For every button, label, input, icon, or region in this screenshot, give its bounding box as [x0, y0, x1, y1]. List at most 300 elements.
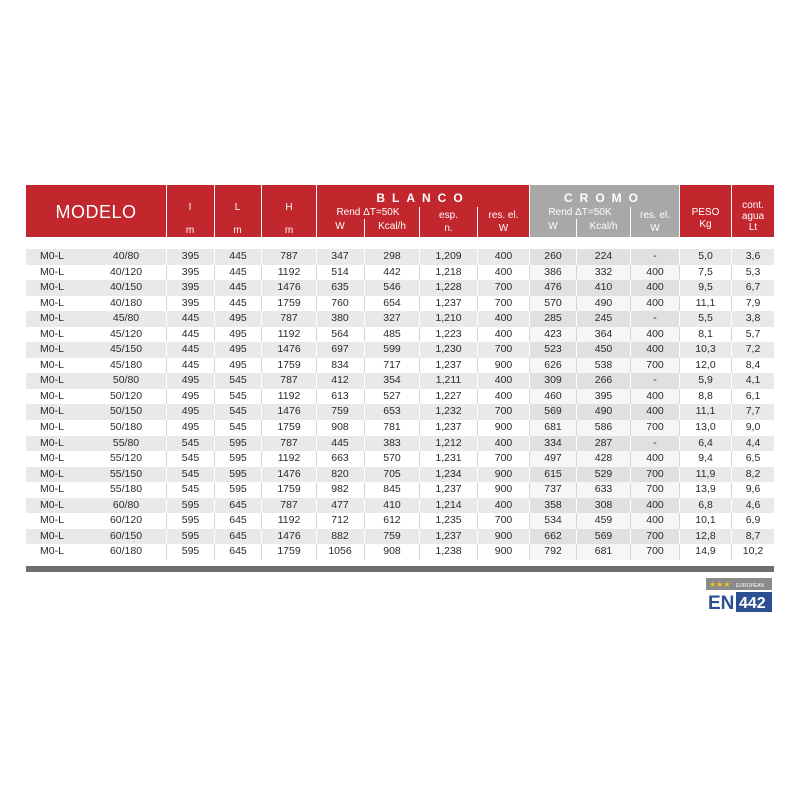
table-row — [26, 296, 774, 312]
cell-h: 1759 — [277, 483, 301, 496]
cell-i: 495 — [181, 421, 200, 434]
cell-blanco-res: 700 — [494, 514, 513, 527]
cell-esp: 1,237 — [435, 529, 462, 542]
cell-blanco-w: 712 — [331, 514, 349, 527]
table-row — [26, 249, 774, 265]
cell-size: 50/180 — [109, 421, 143, 434]
cell-blanco-res: 400 — [494, 312, 513, 325]
cell-h: 787 — [280, 374, 298, 387]
cell-l: 495 — [229, 312, 247, 325]
cell-blanco-kcal: 717 — [383, 358, 401, 371]
cell-cromo-res: 400 — [646, 281, 664, 294]
cell-cromo-res: - — [653, 312, 657, 325]
l-unit: m — [233, 225, 242, 236]
cell-i: 545 — [181, 452, 200, 465]
table-row — [26, 467, 774, 483]
cell-blanco-kcal: 442 — [383, 265, 401, 278]
cell-cromo-res: 400 — [646, 265, 664, 278]
cell-blanco-kcal: 654 — [383, 296, 401, 309]
cell-size: 45/80 — [112, 312, 140, 325]
cell-blanco-res: 400 — [494, 265, 513, 278]
cell-cont: 5,7 — [745, 327, 761, 340]
cell-blanco-kcal: 485 — [383, 327, 401, 340]
cell-cromo-kcal: 450 — [594, 343, 613, 356]
cell-size: 60/150 — [109, 529, 143, 542]
cell-esp: 1,230 — [435, 343, 462, 356]
cell-blanco-res: 400 — [494, 436, 513, 449]
cell-h: 1759 — [277, 421, 301, 434]
cromo-res-header — [631, 185, 679, 237]
cell-cromo-kcal: 224 — [594, 250, 613, 262]
h-unit: m — [284, 225, 294, 236]
cell-esp: 1,209 — [435, 250, 462, 262]
cell-l: 445 — [229, 250, 247, 262]
cell-cromo-kcal: 428 — [594, 452, 613, 465]
cell-blanco-res: 400 — [494, 498, 513, 511]
cell-cromo-w: 334 — [544, 436, 562, 449]
cell-cromo-res: - — [653, 250, 657, 262]
cell-cromo-res: 700 — [646, 545, 664, 558]
cell-size: 40/120 — [109, 265, 143, 278]
cell-blanco-kcal: 908 — [383, 545, 401, 558]
cell-blanco-res: 700 — [494, 452, 513, 465]
cell-peso: 9,5 — [698, 281, 713, 294]
peso-unit: Kg — [699, 219, 712, 230]
cell-cromo-res: 400 — [646, 343, 664, 356]
cell-h: 1759 — [277, 296, 301, 309]
cell-cromo-kcal: 332 — [594, 265, 613, 278]
cell-esp: 1,237 — [435, 296, 462, 309]
cell-esp: 1,231 — [435, 452, 462, 465]
cell-blanco-w: 380 — [331, 312, 349, 325]
cell-blanco-w: 514 — [331, 265, 349, 278]
cell-blanco-res: 700 — [494, 296, 513, 309]
cromo-res-label: res. el. — [639, 210, 670, 221]
cell-size: 50/150 — [109, 405, 143, 418]
cell-blanco-kcal: 527 — [383, 389, 401, 402]
cell-cromo-w: 386 — [544, 265, 562, 278]
cell-peso: 12,0 — [695, 358, 716, 371]
cell-blanco-w: 635 — [331, 281, 349, 294]
table-row — [26, 498, 774, 514]
cell-size: 50/120 — [109, 389, 143, 402]
cell-blanco-w: 564 — [331, 327, 349, 340]
cell-blanco-w: 613 — [331, 389, 349, 402]
cell-cromo-kcal: 395 — [594, 389, 613, 402]
badge-number: 442 — [739, 595, 766, 612]
cell-blanco-kcal: 653 — [383, 405, 401, 418]
cell-cromo-w: 662 — [544, 529, 562, 542]
cell-blanco-kcal: 612 — [383, 514, 401, 527]
cell-cromo-w: 285 — [544, 312, 562, 325]
cell-i: 495 — [181, 389, 200, 402]
table-row — [26, 280, 774, 296]
cell-esp: 1,227 — [435, 389, 462, 402]
cell-h: 1759 — [277, 358, 301, 371]
cell-cromo-kcal: 490 — [594, 405, 613, 418]
cell-peso: 5,0 — [698, 250, 713, 262]
table-row — [26, 404, 774, 420]
cell-peso: 11,1 — [695, 405, 716, 418]
cell-cont: 4,4 — [745, 436, 761, 449]
cell-cromo-w: 615 — [544, 467, 562, 480]
l-label: L — [234, 202, 241, 213]
cell-i: 595 — [181, 498, 200, 511]
cell-peso: 13,0 — [695, 421, 716, 434]
cromo-kcal-unit: Kcal/h — [589, 221, 618, 232]
blanco-kcal-unit: Kcal/h — [378, 221, 406, 232]
cell-blanco-w: 760 — [331, 296, 349, 309]
cell-blanco-kcal: 410 — [383, 498, 401, 511]
cell-model: M0-L — [40, 483, 64, 496]
cell-i: 545 — [181, 467, 200, 480]
cell-cromo-w: 681 — [544, 421, 562, 434]
cell-size: 45/150 — [109, 343, 143, 356]
cell-cromo-w: 497 — [544, 452, 562, 465]
res-unit: W — [498, 223, 509, 234]
cell-size: 50/80 — [112, 374, 140, 387]
i-label: I — [188, 202, 192, 213]
cell-i: 595 — [181, 529, 200, 542]
cell-cromo-w: 523 — [544, 343, 562, 356]
cell-model: M0-L — [40, 327, 64, 340]
cell-cont: 6,7 — [745, 281, 761, 294]
blanco-kcal-header — [365, 185, 419, 237]
cell-l: 595 — [229, 436, 247, 449]
cell-cont: 7,7 — [745, 405, 761, 418]
cell-peso: 9,4 — [698, 452, 713, 465]
cell-blanco-res: 900 — [494, 545, 513, 558]
i-header — [167, 185, 213, 237]
cromo-kcal-header — [577, 185, 630, 237]
cell-i: 495 — [181, 405, 200, 418]
cell-blanco-res: 900 — [494, 421, 513, 434]
cell-h: 787 — [280, 312, 298, 325]
cell-h: 1476 — [277, 529, 301, 542]
cell-esp: 1,235 — [435, 514, 462, 527]
cell-peso: 8,1 — [698, 327, 713, 340]
cell-cromo-kcal: 569 — [594, 529, 613, 542]
cell-i: 445 — [181, 343, 200, 356]
esp-header — [420, 185, 477, 237]
cell-blanco-w: 697 — [331, 343, 349, 356]
cell-size: 60/80 — [112, 498, 140, 511]
badge-en-text: EN — [708, 593, 735, 614]
cell-h: 1192 — [277, 389, 301, 402]
cell-h: 787 — [280, 250, 298, 262]
cell-l: 595 — [229, 452, 247, 465]
cell-cont: 4,1 — [745, 374, 761, 387]
cell-peso: 6,8 — [698, 498, 713, 511]
cell-blanco-w: 347 — [331, 250, 349, 262]
cell-h: 1476 — [277, 343, 301, 356]
cell-blanco-w: 882 — [331, 529, 349, 542]
cell-blanco-kcal: 383 — [383, 436, 401, 449]
cell-peso: 11,1 — [695, 296, 716, 309]
cell-i: 395 — [181, 265, 200, 278]
cell-size: 55/120 — [109, 452, 143, 465]
cell-cromo-kcal: 266 — [594, 374, 613, 387]
cell-blanco-res: 700 — [494, 343, 513, 356]
cell-peso: 7,5 — [698, 265, 713, 278]
cell-cromo-kcal: 308 — [594, 498, 613, 511]
cell-cont: 5,3 — [745, 265, 761, 278]
cell-i: 595 — [181, 514, 200, 527]
cell-i: 545 — [181, 483, 200, 496]
cell-l: 645 — [229, 545, 247, 558]
cell-l: 445 — [229, 281, 247, 294]
cell-peso: 10,3 — [695, 343, 716, 356]
cromo-w-unit: W — [548, 221, 558, 232]
cell-model: M0-L — [40, 529, 64, 542]
table-header — [26, 185, 774, 237]
cell-size: 40/80 — [112, 250, 140, 262]
table-row — [26, 265, 774, 281]
cell-cromo-kcal: 633 — [594, 483, 613, 496]
cell-i: 445 — [181, 358, 200, 371]
cell-blanco-res: 400 — [494, 327, 513, 340]
cell-peso: 5,9 — [698, 374, 713, 387]
cell-size: 55/80 — [112, 436, 140, 449]
cell-blanco-res: 900 — [494, 483, 513, 496]
cell-cromo-res: 400 — [646, 452, 664, 465]
cell-cont: 7,2 — [745, 343, 761, 356]
cell-cromo-kcal: 681 — [594, 545, 613, 558]
table-row — [26, 358, 774, 374]
l-header — [215, 185, 260, 237]
cell-cont: 8,2 — [745, 467, 761, 480]
cell-blanco-w: 412 — [331, 374, 349, 387]
cell-cromo-w: 358 — [544, 498, 562, 511]
cell-cromo-w: 569 — [544, 405, 562, 418]
cell-l: 545 — [229, 421, 247, 434]
cell-blanco-kcal: 599 — [383, 343, 401, 356]
table-bottom-bar — [26, 566, 774, 572]
cell-cromo-w: 737 — [544, 483, 562, 496]
cell-cromo-res: - — [653, 436, 657, 449]
cell-esp: 1,212 — [435, 436, 462, 449]
cell-esp: 1,211 — [435, 374, 462, 387]
cell-cromo-kcal: 586 — [594, 421, 613, 434]
cell-size: 45/120 — [109, 327, 143, 340]
cell-h: 1192 — [277, 327, 301, 340]
cell-model: M0-L — [40, 514, 64, 527]
cell-cont: 6,9 — [745, 514, 761, 527]
blanco-title: BLANCO — [376, 191, 470, 205]
cell-blanco-kcal: 546 — [383, 281, 401, 294]
cell-i: 445 — [181, 327, 200, 340]
cell-i: 545 — [181, 436, 200, 449]
cell-l: 645 — [229, 514, 247, 527]
table-row — [26, 342, 774, 358]
cell-peso: 13,9 — [695, 483, 716, 496]
cell-cromo-w: 423 — [544, 327, 562, 340]
h-label: H — [285, 202, 293, 213]
cell-blanco-kcal: 570 — [383, 452, 401, 465]
cell-l: 445 — [229, 296, 247, 309]
cell-cromo-res: 400 — [646, 389, 664, 402]
cell-i: 395 — [181, 250, 200, 262]
cell-esp: 1,210 — [435, 312, 462, 325]
cell-esp: 1,238 — [435, 545, 462, 558]
cell-blanco-kcal: 845 — [383, 483, 401, 496]
cell-cromo-res: 400 — [646, 296, 664, 309]
cell-blanco-res: 900 — [494, 358, 513, 371]
cell-blanco-res: 400 — [494, 374, 513, 387]
cell-model: M0-L — [40, 545, 64, 558]
cell-h: 1759 — [277, 545, 301, 558]
cell-peso: 10,1 — [695, 514, 716, 527]
cell-blanco-kcal: 354 — [383, 374, 401, 387]
cell-cromo-w: 626 — [544, 358, 562, 371]
cell-cromo-kcal: 287 — [594, 436, 613, 449]
cell-model: M0-L — [40, 250, 64, 262]
table-row — [26, 373, 774, 389]
res-header — [478, 185, 529, 237]
cell-esp: 1,232 — [435, 405, 462, 418]
cell-h: 1192 — [277, 514, 301, 527]
cell-blanco-w: 1056 — [328, 545, 352, 558]
cell-size: 40/150 — [109, 281, 143, 294]
cell-h: 1476 — [277, 405, 301, 418]
cell-esp: 1,237 — [435, 421, 462, 434]
en442-logo — [706, 578, 772, 614]
cell-peso: 8,8 — [698, 389, 713, 402]
table-row — [26, 451, 774, 467]
cell-cromo-kcal: 538 — [594, 358, 613, 371]
cell-l: 545 — [229, 389, 247, 402]
cell-cromo-res: 700 — [646, 358, 664, 371]
cont-label-1: cont. — [742, 200, 764, 211]
cell-cont: 3,6 — [745, 250, 761, 262]
cell-peso: 14,9 — [695, 545, 716, 558]
cell-h: 787 — [280, 436, 298, 449]
cell-cromo-res: 700 — [646, 529, 664, 542]
cell-esp: 1,228 — [435, 281, 462, 294]
cell-i: 395 — [181, 296, 200, 309]
cell-cromo-res: 400 — [646, 514, 664, 527]
cell-h: 1192 — [277, 265, 301, 278]
table-row — [26, 544, 774, 560]
cell-size: 40/180 — [109, 296, 143, 309]
cell-blanco-w: 759 — [331, 405, 349, 418]
cell-size: 55/180 — [109, 483, 143, 496]
cell-esp: 1,214 — [435, 498, 462, 511]
cell-model: M0-L — [40, 405, 64, 418]
cell-cromo-w: 476 — [544, 281, 562, 294]
cell-peso: 12,8 — [695, 529, 716, 542]
cell-blanco-w: 477 — [331, 498, 349, 511]
cell-esp: 1,218 — [435, 265, 462, 278]
cell-cont: 6,5 — [745, 452, 761, 465]
cell-cont: 10,2 — [742, 545, 764, 558]
cell-cromo-res: 700 — [646, 421, 664, 434]
cell-l: 495 — [229, 327, 247, 340]
cell-size: 60/120 — [109, 514, 143, 527]
cromo-w-header — [530, 185, 576, 237]
cell-blanco-kcal: 327 — [383, 312, 401, 325]
cell-h: 1192 — [277, 452, 301, 465]
cell-model: M0-L — [40, 389, 64, 402]
table-row — [26, 513, 774, 529]
cell-model: M0-L — [40, 421, 64, 434]
cell-blanco-res: 700 — [494, 281, 513, 294]
cell-cromo-res: 700 — [646, 467, 664, 480]
cell-model: M0-L — [40, 343, 64, 356]
cell-blanco-w: 663 — [331, 452, 349, 465]
peso-label: PESO — [691, 207, 720, 218]
cell-l: 645 — [229, 529, 247, 542]
table-row — [26, 420, 774, 436]
cell-esp: 1,234 — [435, 467, 462, 480]
cell-blanco-kcal: 705 — [383, 467, 401, 480]
cell-cromo-w: 460 — [544, 389, 562, 402]
cell-cont: 4,6 — [745, 498, 761, 511]
cell-cromo-w: 309 — [544, 374, 562, 387]
cell-model: M0-L — [40, 498, 64, 511]
cell-blanco-kcal: 759 — [383, 529, 401, 542]
badge-small-text: EUROPEAN — [736, 583, 765, 589]
cell-esp: 1,223 — [435, 327, 462, 340]
cell-blanco-kcal: 781 — [383, 421, 401, 434]
cell-blanco-w: 834 — [331, 358, 349, 371]
cell-cromo-res: 400 — [646, 327, 664, 340]
cell-blanco-res: 400 — [494, 389, 513, 402]
cell-h: 1476 — [277, 467, 301, 480]
cell-cont: 8,7 — [745, 529, 761, 542]
cell-i: 395 — [181, 281, 200, 294]
esp-unit: n. — [444, 223, 453, 234]
cell-cromo-w: 570 — [544, 296, 562, 309]
cell-l: 595 — [229, 467, 247, 480]
cont-label-2: agua — [741, 211, 765, 222]
cell-blanco-res: 900 — [494, 529, 513, 542]
cell-i: 495 — [181, 374, 200, 387]
cell-cromo-kcal: 529 — [594, 467, 613, 480]
cell-l: 595 — [229, 483, 247, 496]
cell-cromo-w: 260 — [544, 250, 562, 262]
table-body — [26, 249, 774, 560]
cell-blanco-res: 900 — [494, 467, 513, 480]
cell-esp: 1,237 — [435, 483, 462, 496]
cell-cont: 3,8 — [745, 312, 761, 325]
cell-blanco-w: 982 — [331, 483, 349, 496]
cell-peso: 6,4 — [698, 436, 713, 449]
cell-blanco-w: 908 — [331, 421, 349, 434]
cell-i: 595 — [181, 545, 200, 558]
esp-label: esp. — [439, 210, 458, 221]
cell-cromo-kcal: 364 — [594, 327, 613, 340]
blanco-w-unit: W — [335, 221, 345, 232]
cell-i: 445 — [181, 312, 200, 325]
modelo-label: MODELO — [55, 202, 137, 222]
cell-blanco-w: 445 — [331, 436, 349, 449]
cell-model: M0-L — [40, 265, 64, 278]
cell-l: 445 — [229, 265, 247, 278]
blanco-w-header — [317, 185, 363, 237]
cell-blanco-w: 820 — [331, 467, 349, 480]
cell-cont: 8,4 — [745, 358, 761, 371]
cell-blanco-res: 400 — [494, 250, 513, 262]
blanco-rend-label: Rend ΔT=50K — [336, 207, 400, 218]
cell-cromo-kcal: 410 — [594, 281, 613, 294]
table-row — [26, 389, 774, 405]
cell-model: M0-L — [40, 296, 64, 309]
cell-l: 545 — [229, 374, 247, 387]
cell-cromo-res: 400 — [646, 498, 664, 511]
cell-cont: 6,1 — [745, 389, 761, 402]
cell-model: M0-L — [40, 312, 64, 325]
